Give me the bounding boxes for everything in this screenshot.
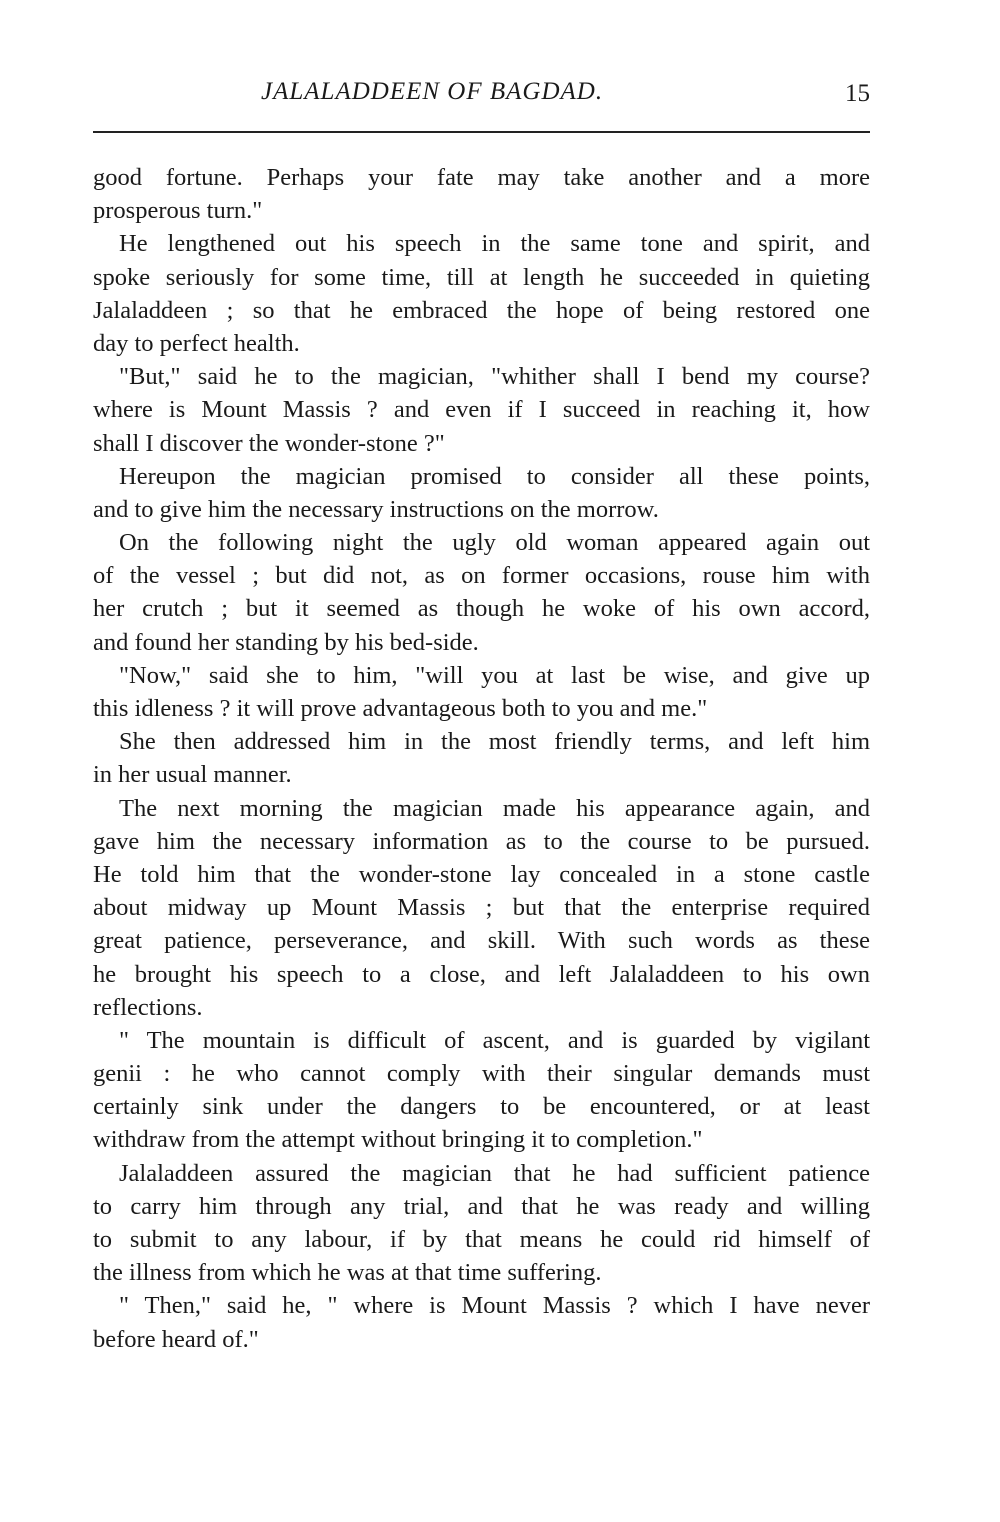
text-line: in her usual manner. [93,761,292,789]
text-line: this idleness ? it will prove advantageous both to you and me." [93,695,708,722]
text-line: reflections. [93,993,203,1021]
text-line: Jalaladdeen assured the magician that he had sufficient patience [119,1159,870,1187]
text-line: her crutch ; but it seemed as though he woke of his own accord, [93,595,870,623]
paragraph [93,360,870,460]
header-rule [93,131,870,133]
paragraph [93,227,870,360]
text-line: day to perfect health. [93,329,300,357]
text-line: great patience, perseverance, and skill. With such words as these [93,927,870,955]
text-line: withdraw from the attempt without bringing it to completion." [93,1126,703,1154]
running-title: JALALADDEEN OF BAGDAD. [261,78,604,105]
paragraph [93,1157,870,1290]
paragraph [93,792,870,1024]
page-header [93,78,870,118]
text-line: and to give him the necessary instructions on the morrow. [93,495,659,523]
text-line: shall I discover the wonder-stone ?" [93,429,445,457]
text-line: certainly sink under the dangers to be encountered, or at least [93,1093,870,1121]
text-line: before heard of." [93,1325,259,1353]
text-line: He lengthened out his speech in the same tone and spirit, and [119,230,870,258]
text-line: to carry him through any trial, and that he was ready and willing [93,1192,870,1220]
text-line: about midway up Mount Massis ; but that the enterprise required [93,894,870,922]
paragraph [93,1024,870,1157]
page-number: 15 [845,80,870,107]
paragraph [93,161,870,227]
text-line: The next morning the magician made his appearance again, and [119,794,870,822]
paragraph [93,725,870,791]
text-line: he brought his speech to a close, and left Jalaladdeen to his own [93,960,870,988]
text-line: Jalaladdeen ; so that he embraced the hope of being restored one [93,296,870,324]
text-line: genii : he who cannot comply with their singular demands must [93,1060,870,1088]
text-line: He told him that the wonder-stone lay concealed in a stone castle [93,860,870,888]
text-line: "But," said he to the magician, "whither shall I bend my course? [119,363,870,391]
paragraph [93,1289,870,1355]
paragraph [93,526,870,659]
paragraph [93,659,870,725]
paragraph [93,460,870,526]
text-line: gave him the necessary information as to the course to be pursued. [93,827,870,855]
text-line: " The mountain is difficult of ascent, and is guarded by vigilant [119,1026,870,1054]
text-line: " Then," said he, " where is Mount Massis ? which I have never [119,1292,870,1320]
text-line: where is Mount Massis ? and even if I succeed in reaching it, how [93,396,870,424]
text-line: the illness from which he was at that time suffering. [93,1259,602,1287]
text-line: spoke seriously for some time, till at length he succeeded in quieting [93,263,870,291]
text-line: Hereupon the magician promised to consider all these points, [119,462,870,490]
page-body [93,161,870,1356]
text-line: She then addressed him in the most friendly terms, and left him [119,728,870,756]
text-line: and found her standing by his bed-side. [93,628,479,656]
text-line: of the vessel ; but did not, as on former occasions, rouse him with [93,562,870,590]
text-line: good fortune. Perhaps your fate may take another and a more [93,164,870,191]
text-line: to submit to any labour, if by that means he could rid himself of [93,1226,870,1253]
text-line: prosperous turn." [93,197,263,225]
text-line: "Now," said she to him, "will you at last be wise, and give up [119,661,870,689]
text-line: On the following night the ugly old woman appeared again out [119,529,870,557]
